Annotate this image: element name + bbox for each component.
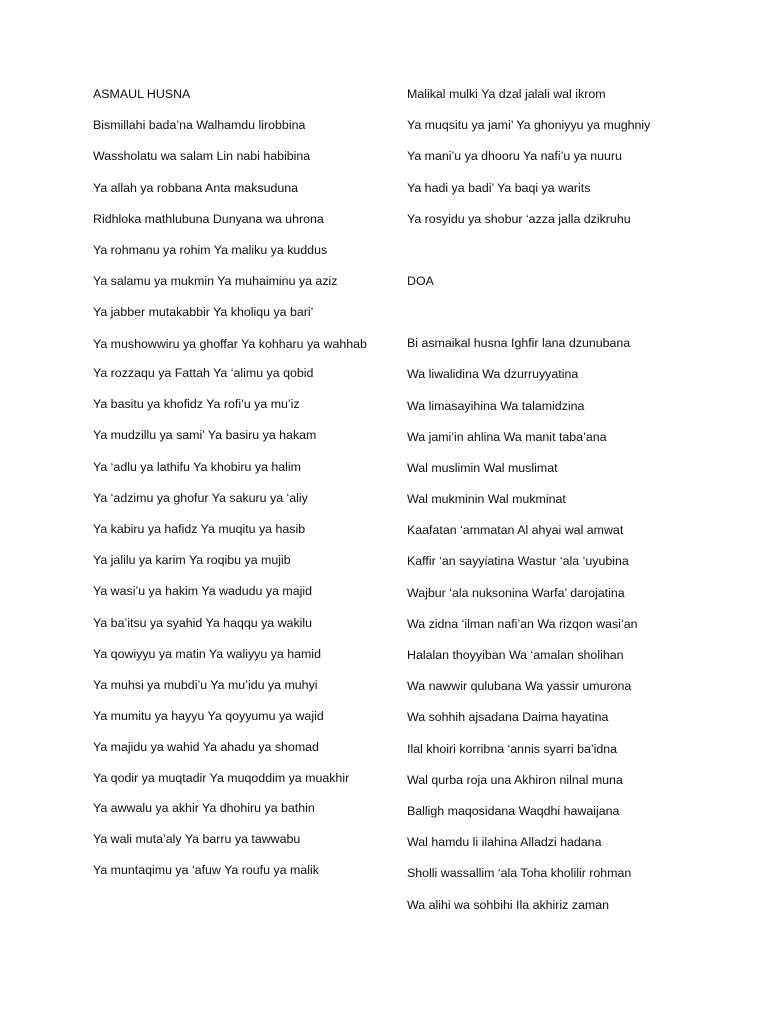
text-line: Ya jabber mutakabbir Ya kholiqu ya bari’ <box>93 305 314 320</box>
text-line: Bi asmaikal husna Ighfir lana dzunubana <box>407 336 631 351</box>
text-line: Wa sohhih ajsadana Daima hayatina <box>407 710 609 725</box>
text-line: Wal hamdu li ilahina Alladzi hadana <box>407 835 602 850</box>
text-line: Balligh maqosidana Waqdhi hawaijana <box>407 803 620 818</box>
text-line: Wal mukminin Wal mukminat <box>407 492 566 507</box>
text-line: Wa liwalidina Wa dzurruyyatina <box>407 367 579 382</box>
text-line: Halalan thoyyiban Wa ‘amalan sholihan <box>407 648 624 662</box>
text-line: Ya muqsitu ya jami’ Ya ghoniyyu ya mughniy <box>407 118 651 133</box>
blank-gap <box>407 304 707 335</box>
right-column <box>407 86 707 928</box>
text-line: Kaffir ‘an sayyiatina Wastur ‘ala ‘uyubina <box>407 554 629 569</box>
text-line: Ya wasi’u ya hakim Ya wadudu ya majid <box>93 584 313 599</box>
text-line: Ya kabiru ya hafidz Ya muqitu ya hasib <box>93 521 306 536</box>
text-line: Ya mumitu ya hayyu Ya qoyyumu ya wajid <box>93 709 324 724</box>
text-line: Ya mushowwiru ya ghoffar Ya kohharu ya wahhab <box>93 336 367 351</box>
text-line: Wajbur ‘ala nuksonina Warfa’ darojatina <box>407 585 625 600</box>
text-line: Ya ba’itsu ya syahid Ya haqqu ya wakilu <box>93 615 313 630</box>
text-line: Wa jami’in ahlina Wa manit taba’ana <box>407 429 607 444</box>
text-line: Ya muntaqimu ya ‘afuw Ya roufu ya malik <box>93 863 319 878</box>
text-line: Ya majidu ya wahid Ya ahadu ya shomad <box>93 740 319 755</box>
text-line: Ya basitu ya khofidz Ya rofi’u ya mu’iz <box>93 397 300 412</box>
text-line: Ridhloka mathlubuna Dunyana wa uhrona <box>93 211 324 226</box>
text-line: Ya ‘adlu ya lathifu Ya khobiru ya halim <box>93 459 302 474</box>
text-line: Ya salamu ya mukmin Ya muhaiminu ya aziz <box>93 274 338 289</box>
text-line: Wassholatu wa salam Lin nabi habibina <box>93 149 311 164</box>
text-line: Sholli wassallim ‘ala Toha kholilir rohman <box>407 866 632 881</box>
text-line: Ya rozzaqu ya Fattah Ya ‘alimu ya qobid <box>93 366 314 380</box>
text-line: Ya muhsi ya mubdi’u Ya mu’idu ya muhyi <box>93 677 318 692</box>
left-column <box>93 86 383 894</box>
text-line: Ya hadi ya badi’ Ya baqi ya warits <box>407 180 591 195</box>
text-line: Wa nawwir qulubana Wa yassir umurona <box>407 679 632 694</box>
text-line: Wa alihi wa sohbihi Ila akhiriz zaman <box>407 897 610 912</box>
document-title: ASMAUL HUSNA <box>93 87 191 101</box>
text-line: Ya rosyidu ya shobur ‘azza jalla dzikruhu <box>407 211 631 226</box>
doa-heading: DOA <box>407 273 434 288</box>
text-line: Ya mani’u ya dhooru Ya nafi’u ya nuuru <box>407 149 622 164</box>
blank-gap <box>407 242 707 273</box>
text-line: Ya qodir ya muqtadir Ya muqoddim ya muakhir <box>93 771 350 786</box>
text-line: Ya mudzillu ya sami’ Ya basiru ya hakam <box>93 428 317 443</box>
text-line: Ya ‘adzimu ya ghofur Ya sakuru ya ‘aliy <box>93 490 308 505</box>
text-line: Ya jalilu ya karim Ya roqibu ya mujib <box>93 553 291 568</box>
text-line: Wal qurba roja una Akhiron nilnal muna <box>407 772 623 787</box>
text-line: Bismillahi bada’na Walhamdu lirobbina <box>93 118 306 133</box>
text-line: Ya allah ya robbana Anta maksuduna <box>93 180 299 195</box>
text-line: Kaafatan ‘ammatan Al ahyai wal amwat <box>407 523 624 538</box>
text-line: Ya qowiyyu ya matin Ya waliyyu ya hamid <box>93 646 321 661</box>
text-line: Ilal khoiri korribna ‘annis syarri ba’idna <box>407 741 618 756</box>
text-line: Ya rohmanu ya rohim Ya maliku ya kuddus <box>93 242 328 257</box>
text-line: Ya awwalu ya akhir Ya dhohiru ya bathin <box>93 800 315 815</box>
text-line: Wa zidna ‘ilman nafi’an Wa rizqon wasi’an <box>407 616 638 631</box>
text-line: Wa limasayihina Wa talamidzina <box>407 398 585 413</box>
text-line: Malikal mulki Ya dzal jalali wal ikrom <box>407 87 606 101</box>
text-line: Wal muslimin Wal muslimat <box>407 460 558 475</box>
text-line: Ya wali muta’aly Ya barru ya tawwabu <box>93 832 301 847</box>
